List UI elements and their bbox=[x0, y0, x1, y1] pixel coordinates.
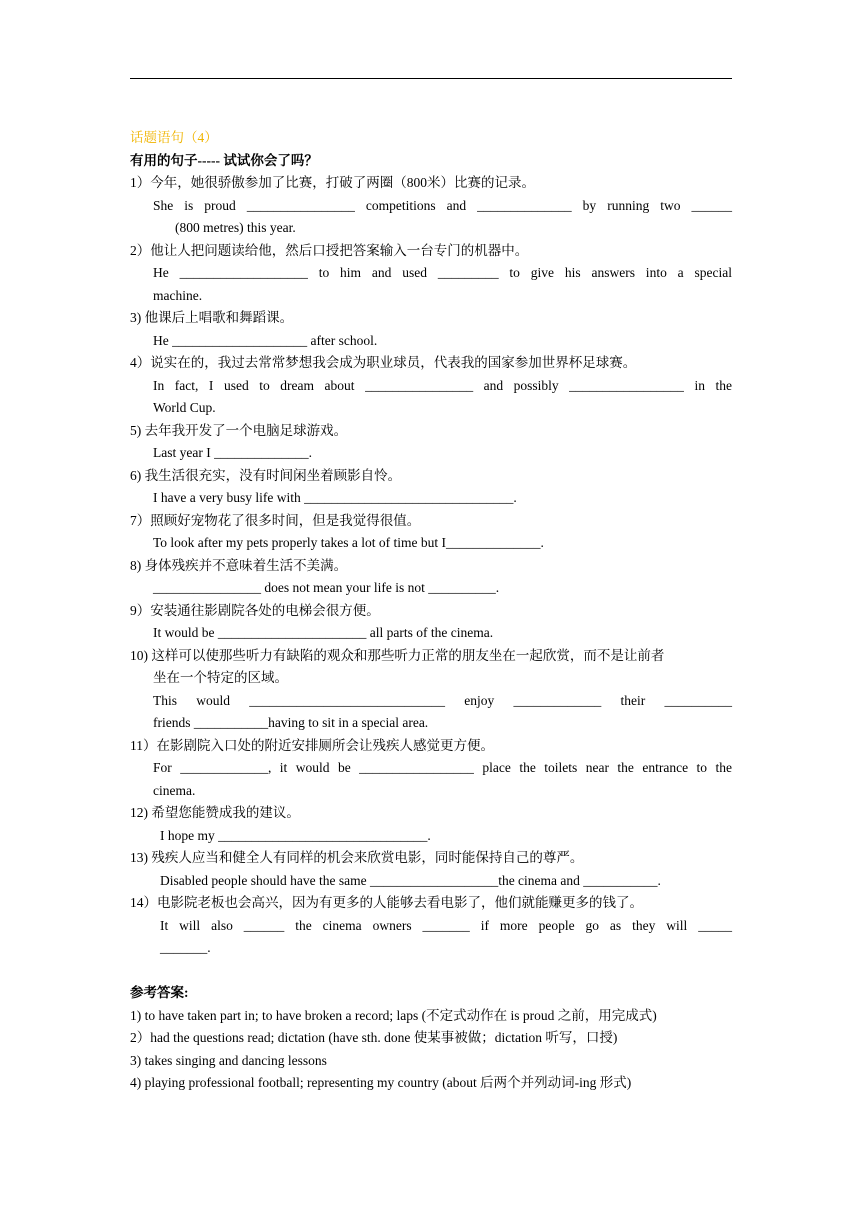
answer-blank-10a: This would _____________________________ enjoy _____________ their __________ bbox=[153, 692, 732, 708]
answer-blank-11b: cinema. bbox=[153, 782, 196, 798]
answer-blank-1b: (800 metres) this year. bbox=[175, 220, 296, 235]
answer-blank-2b: machine. bbox=[153, 287, 203, 303]
header-rule bbox=[130, 78, 732, 79]
answer-key-heading: 参考答案: bbox=[130, 985, 189, 1000]
answer-blank-10b: friends ___________having to sit in a special area. bbox=[153, 715, 429, 730]
question-11: 11）在影剧院入口处的附近安排厕所会让残疾人感觉更方便。 bbox=[130, 737, 494, 753]
answer-key-4: 4) playing professional football; representing my country (about 后两个并列动词-ing 形式) bbox=[130, 1075, 632, 1090]
answer-blank-13a: Disabled people should have the same ___________________the cinema and ___________. bbox=[160, 872, 661, 888]
question-14: 14）电影院老板也会高兴，因为有更多的人能够去看电影了，他们就能赚更多的钱了。 bbox=[130, 895, 643, 910]
answer-blank-8a: ________________ does not mean your life is not __________. bbox=[153, 580, 500, 595]
question-9: 9）安装通往影剧院各处的电梯会很方便。 bbox=[130, 602, 380, 618]
answer-blank-7a: To look after my pets properly takes a lot of time but I______________. bbox=[153, 535, 544, 550]
question-8: 8) 身体残疾并不意味着生活不美满。 bbox=[130, 557, 348, 573]
worksheet bbox=[130, 127, 732, 1095]
question-7: 7）照顾好宠物花了很多时间，但是我觉得很值。 bbox=[130, 512, 421, 528]
answer-blank-4a: In fact, I used to dream about ________________ and possibly _________________ in the bbox=[153, 377, 732, 393]
question-10-cont: 坐在一个特定的区域。 bbox=[153, 670, 288, 685]
question-4: 4）说实在的，我过去常常梦想我会成为职业球员，代表我的国家参加世界杯足球赛。 bbox=[130, 355, 637, 370]
answer-blank-5a: Last year I ______________. bbox=[153, 445, 312, 460]
answer-blank-3a: He ____________________ after school. bbox=[153, 332, 378, 348]
spacer bbox=[130, 960, 732, 983]
answer-blank-1a: She is proud ________________ competitions and ______________ by running two ______ bbox=[153, 197, 732, 213]
answer-blank-11a: For _____________, it would be _________________ place the toilets near the entrance to the bbox=[153, 760, 732, 775]
answer-blank-14b: _______. bbox=[160, 940, 211, 955]
answer-blank-12a: I hope my _______________________________. bbox=[160, 827, 431, 843]
question-13: 13) 残疾人应当和健全人有同样的机会来欣赏电影，同时能保持自己的尊严。 bbox=[130, 850, 584, 865]
answer-blank-6a: I have a very busy life with _______________________________. bbox=[153, 490, 517, 505]
answer-blank-9a: It would be ______________________ all parts of the cinema. bbox=[153, 625, 494, 640]
question-3: 3) 他课后上唱歌和舞蹈课。 bbox=[130, 310, 294, 325]
topic-title: 话题语句（4） bbox=[130, 130, 218, 145]
question-5: 5) 去年我开发了一个电脑足球游戏。 bbox=[130, 422, 348, 438]
question-1: 1）今年，她很骄傲参加了比赛，打破了两圈（800米）比赛的记录。 bbox=[130, 175, 535, 190]
question-6: 6) 我生活很充实，没有时间闲坐着顾影自怜。 bbox=[130, 467, 402, 483]
answer-key-2: 2）had the questions read; dictation (have sth. done 使某事被做；dictation 听写，口授) bbox=[130, 1030, 618, 1045]
question-10: 10) 这样可以使那些听力有缺陷的观众和那些听力正常的朋友坐在一起欣赏，而不是让前者 bbox=[130, 647, 665, 663]
answer-blank-2a: He ___________________ to him and used _________ to give his answers into a special bbox=[153, 265, 732, 280]
answer-key-1: 1) to have taken part in; to have broken a record; laps (不定式动作在 is proud 之前，用完成式) bbox=[130, 1007, 657, 1023]
subtitle: 有用的句子----- 试试你会了吗？ bbox=[130, 152, 318, 168]
answer-blank-4b: World Cup. bbox=[153, 400, 216, 415]
answer-blank-14a: It will also ______ the cinema owners _______ if more people go as they will _____ bbox=[160, 917, 732, 933]
question-12: 12) 希望您能赞成我的建议。 bbox=[130, 805, 300, 820]
answer-key-3: 3) takes singing and dancing lessons bbox=[130, 1052, 327, 1068]
question-2: 2）他让人把问题读给他，然后口授把答案输入一台专门的机器中。 bbox=[130, 242, 529, 258]
